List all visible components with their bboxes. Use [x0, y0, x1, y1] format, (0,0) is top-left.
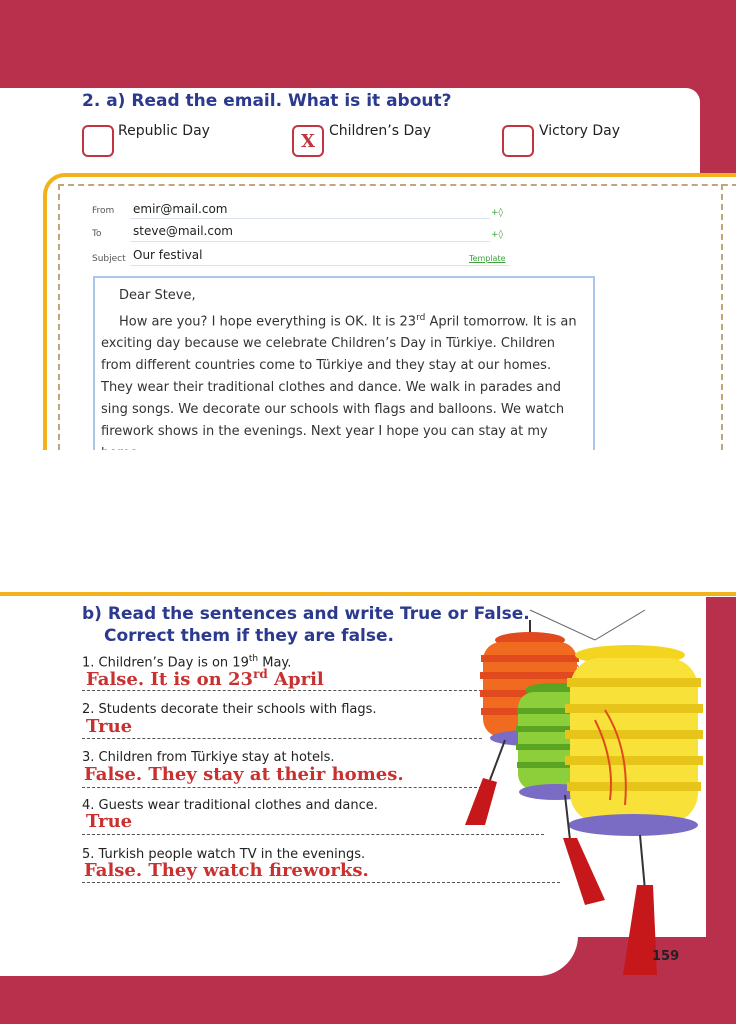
answer-2[interactable]: True — [86, 716, 133, 737]
statement-3: 3. Children from Türkiye stay at hotels. — [82, 750, 335, 765]
template-link[interactable]: Template — [469, 254, 506, 263]
to-underline — [130, 241, 490, 242]
add-from-icon[interactable]: +◊ — [491, 208, 503, 218]
add-to-icon[interactable]: +◊ — [491, 230, 503, 240]
cut-mask — [0, 450, 736, 592]
answer-5[interactable]: False. They watch fireworks. — [84, 860, 369, 881]
from-underline — [130, 218, 490, 219]
option-victory-day-checkbox[interactable] — [502, 125, 534, 157]
yellow-lantern-icon — [565, 645, 703, 975]
email-frame-dash-left — [58, 184, 60, 450]
lanterns-illustration — [445, 600, 720, 985]
subject-label: Subject — [92, 254, 126, 264]
option-republic-day-checkbox[interactable] — [82, 125, 114, 157]
email-paragraph: How are you? I hope everything is OK. It is 23rd April tomorrow. It is an exciting day because we celebrate Children’s Day in Türkiye. Children from different countries come to Türkiye and they stay at our homes. They wear their traditional clothes and dance. We walk in parades and sing songs. We decorate our schools with flags and balloons. We watch firework shows in the evenings. Next year I hope you can stay at my — [101, 313, 577, 440]
email-frame-dash-right — [721, 184, 723, 450]
option-republic-day-label: Republic Day — [118, 123, 210, 139]
statement-5: 5. Turkish people watch TV in the evenings. — [82, 847, 366, 862]
part-b-subtitle: Correct them if they are false. — [104, 626, 394, 646]
subject-field[interactable]: Our festival — [133, 248, 203, 262]
answer-3[interactable]: False. They stay at their homes. — [84, 764, 404, 785]
answer-line-2 — [82, 738, 482, 739]
answer-1[interactable]: False. It is on 23rd April — [86, 667, 324, 690]
email-greeting: Dear Steve, — [119, 288, 196, 303]
option-childrens-day-checkbox[interactable]: X — [292, 125, 324, 157]
statement-4: 4. Guests wear traditional clothes and dance. — [82, 798, 378, 813]
statement-1: 1. Children’s Day is on 19th May. — [82, 654, 292, 671]
answer-line-1 — [82, 690, 482, 691]
subject-underline — [130, 265, 510, 266]
from-field[interactable]: emir@mail.com — [133, 202, 228, 216]
from-label: From — [92, 206, 115, 216]
answer-line-3 — [82, 787, 482, 788]
to-field[interactable]: steve@mail.com — [133, 224, 233, 238]
page-number: 159 — [652, 949, 680, 964]
part-a-title: 2. a) Read the email. What is it about? — [82, 91, 452, 111]
option-childrens-day-label: Children’s Day — [329, 123, 432, 139]
email-frame-dash — [58, 184, 736, 186]
answer-4[interactable]: True — [86, 811, 133, 832]
to-label: To — [92, 229, 102, 239]
part-b-title: b) Read the sentences and write True or False. — [82, 604, 530, 624]
divider-line — [0, 592, 736, 596]
option-victory-day-label: Victory Day — [539, 123, 621, 139]
statement-2: 2. Students decorate their schools with flags. — [82, 702, 377, 717]
